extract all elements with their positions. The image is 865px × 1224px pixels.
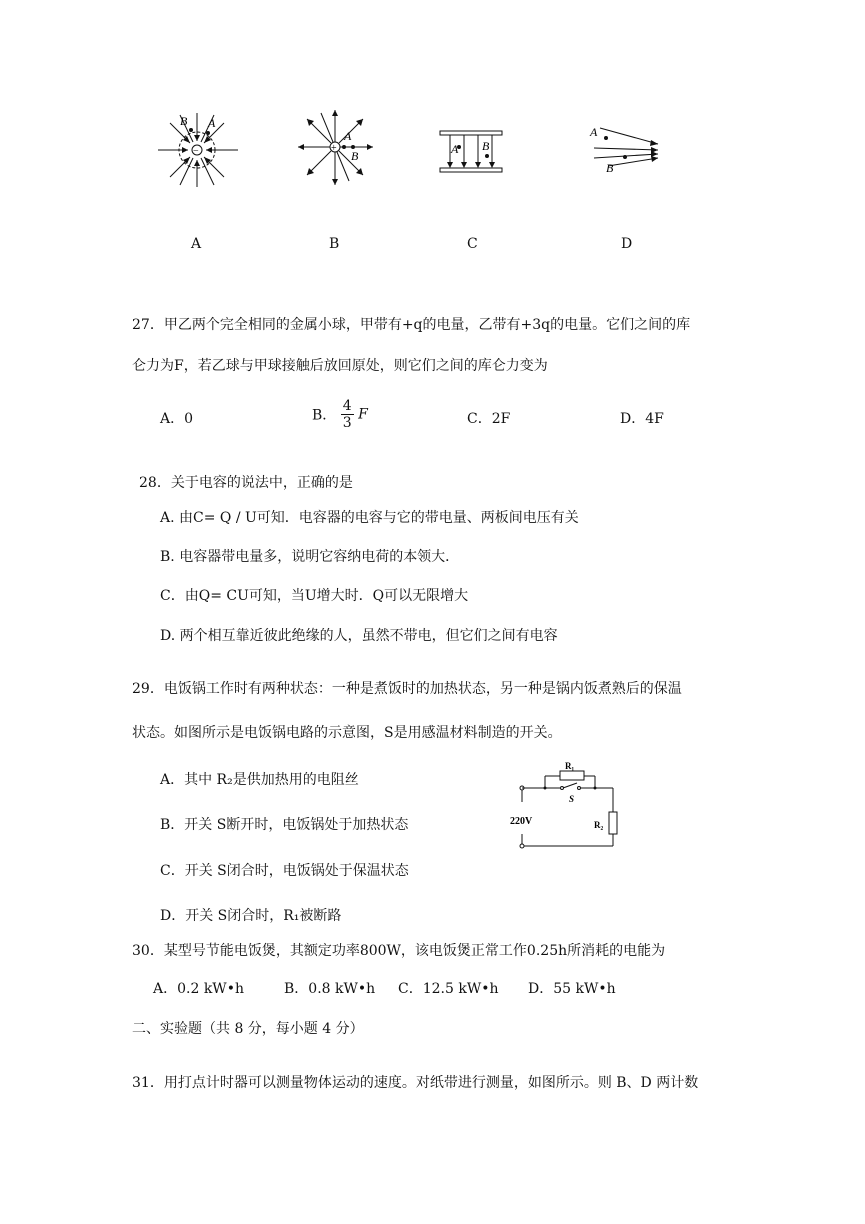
figure-c bbox=[438, 128, 506, 178]
q27-option-b-denominator: 3 bbox=[342, 415, 352, 431]
q29-circuit-voltage: 220V bbox=[510, 816, 533, 827]
q29-option-d: D．开关 S闭合时，R₁被断路 bbox=[160, 908, 342, 924]
fig-a-point-b: B bbox=[180, 114, 188, 128]
fig-a-charge: − bbox=[193, 146, 199, 157]
fig-a-point-a: A bbox=[208, 116, 216, 130]
fig-b-charge: + bbox=[331, 143, 337, 154]
q29-option-c: C．开关 S闭合时，电饭锅处于保温状态 bbox=[160, 863, 409, 879]
q30-stem: 30．某型号节能电饭煲，其额定功率800W，该电饭煲正常工作0.25h所消耗的电能为 bbox=[132, 943, 666, 959]
q29-circuit-r2: R₂ bbox=[594, 820, 604, 830]
fig-d-point-a: A bbox=[590, 125, 598, 139]
figure-d bbox=[588, 120, 663, 178]
q27-line2: 仑力为F，若乙球与甲球接触后放回原处，则它们之间的库仑力变为 bbox=[132, 358, 548, 374]
q29-circuit-switch: S bbox=[569, 794, 575, 804]
figure-label-d: D bbox=[621, 236, 633, 252]
q28-option-a: A. 由C= Q / U可知．电容器的电容与它的带电量、两板间电压有关 bbox=[160, 510, 579, 526]
q31-line1: 31．用打点计时器可以测量物体运动的速度。对纸带进行测量，如图所示。则 B、D 两计数 bbox=[132, 1075, 699, 1091]
q27-option-b bbox=[312, 398, 368, 431]
figure-label-b: B bbox=[329, 236, 340, 252]
figure-a bbox=[150, 105, 245, 190]
q30-option-b: B．0.8 kW•h bbox=[284, 981, 376, 997]
q29-line1: 29．电饭锅工作时有两种状态：一种是煮饭时的加热状态，另一种是锅内饭煮熟后的保温 bbox=[132, 681, 682, 697]
q28-option-d: D. 两个相互靠近彼此绝缘的人，虽然不带电，但它们之间有电容 bbox=[160, 628, 558, 644]
q29-line2: 状态。如图所示是电饭锅电路的示意图，S是用感温材料制造的开关。 bbox=[132, 725, 562, 741]
q29-option-b: B．开关 S断开时，电饭锅处于加热状态 bbox=[160, 817, 409, 833]
q29-option-a: A．其中 R₂是供加热用的电阻丝 bbox=[160, 772, 359, 788]
q27-option-b-numerator: 4 bbox=[342, 398, 352, 414]
q28-option-c: C．由Q= CU可知，当U增大时．Q可以无限增大 bbox=[160, 588, 469, 604]
fig-d-point-b: B bbox=[606, 161, 614, 175]
q30-option-c: C．12.5 kW•h bbox=[398, 981, 499, 997]
figure-label-a: A bbox=[191, 236, 202, 252]
q27-option-d: D．4F bbox=[620, 411, 664, 427]
q27-option-b-prefix: B． bbox=[312, 407, 337, 424]
fig-c-point-a: A bbox=[451, 142, 459, 156]
q27-line1: 27．甲乙两个完全相同的金属小球，甲带有+q的电量，乙带有+3q的电量。它们之间的库 bbox=[132, 317, 691, 333]
q29-circuit-r1: R₁ bbox=[565, 762, 575, 771]
q27-option-b-fraction bbox=[341, 398, 354, 431]
section-2-title: 二、实验题（共 8 分，每小题 4 分） bbox=[132, 1021, 364, 1037]
q29-circuit-diagram bbox=[505, 762, 625, 857]
q30-option-a: A．0.2 kW•h bbox=[153, 981, 244, 997]
q27-option-c: C．2F bbox=[467, 411, 511, 427]
q28-stem: 28．关于电容的说法中，正确的是 bbox=[139, 475, 353, 491]
q27-option-b-var: F bbox=[358, 406, 368, 423]
q30-option-d: D．55 kW•h bbox=[528, 981, 616, 997]
q27-option-a: A．0 bbox=[160, 411, 194, 427]
figure-b bbox=[293, 105, 378, 190]
q28-option-b: B. 电容器带电量多，说明它容纳电荷的本领大． bbox=[160, 549, 460, 565]
figure-label-c: C bbox=[467, 236, 478, 252]
fig-b-point-b: B bbox=[351, 149, 359, 163]
fig-c-point-b: B bbox=[482, 139, 490, 153]
fig-b-point-a: A bbox=[344, 129, 352, 143]
